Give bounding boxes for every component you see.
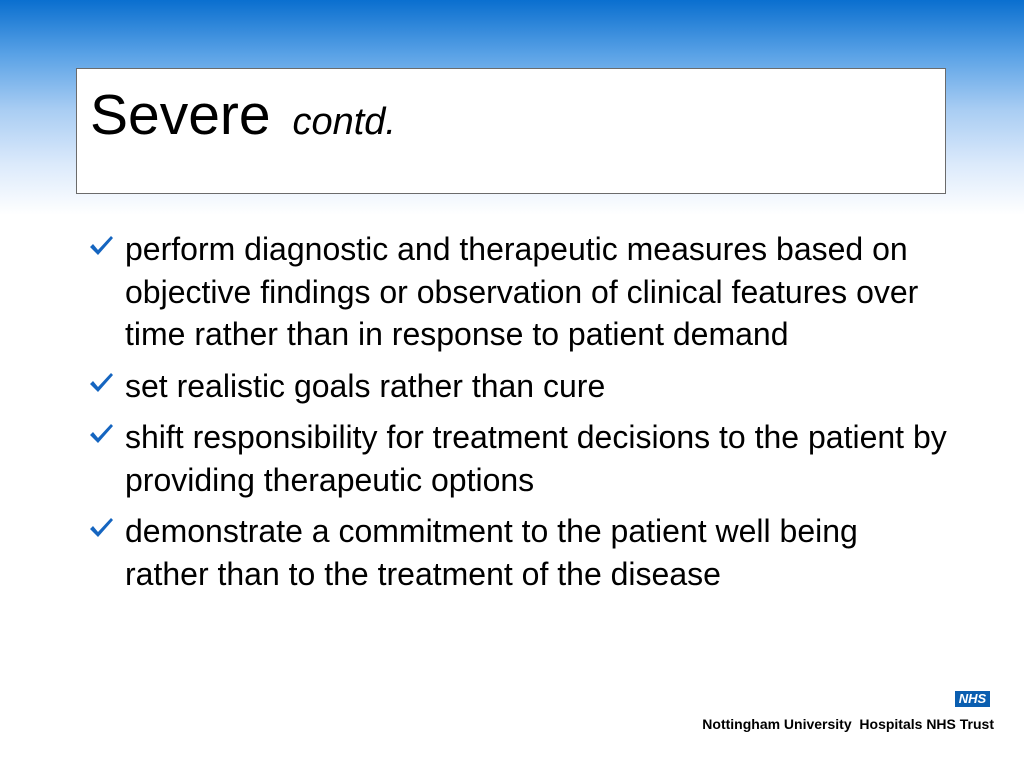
nhs-logo-text: NHS [958,691,987,706]
slide-title [90,83,396,154]
checkmark-icon [88,422,125,450]
checkmark-icon [88,234,125,262]
title-suffix: contd. [292,101,396,143]
checkmark-icon [88,516,125,544]
title-main: Severe [90,83,271,147]
bullet-item [88,416,948,501]
checkmark-icon [88,371,125,399]
bullet-item [88,510,948,595]
bullet-text: shift responsibility for treatment decisions to the patient by providing therapeutic options [125,419,947,498]
title-box [76,68,946,194]
bullet-text: perform diagnostic and therapeutic measures based on objective findings or observation of clinical features over time rather than in response to patient demand [125,231,919,352]
footer-organisation: Nottingham University Hospitals NHS Trust [702,716,994,732]
nhs-logo [955,691,990,707]
bullet-item [88,228,948,356]
bullet-text: set realistic goals rather than cure [125,367,606,404]
bullet-item [88,365,948,408]
bullet-text: demonstrate a commitment to the patient well being rather than to the treatment of the disease [125,513,858,592]
bullet-list [88,228,948,604]
